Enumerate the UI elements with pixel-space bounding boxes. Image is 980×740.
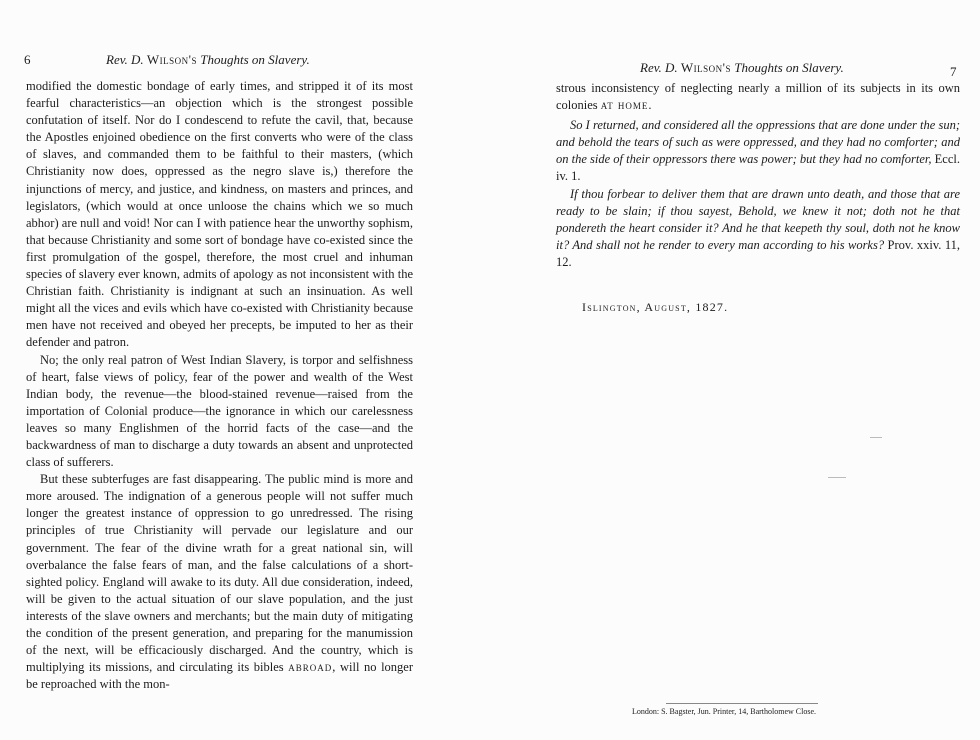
running-head-prefix: Rev. D. (106, 52, 144, 67)
text-run: . (648, 98, 652, 113)
running-head-name: Wilson's (680, 60, 732, 75)
imprint-rule (666, 703, 818, 704)
paragraph (556, 80, 960, 114)
running-head-title: Thoughts on Slavery. (200, 52, 310, 67)
page-number: 6 (24, 52, 31, 67)
quote-text: If thou forbear to deliver them that are drawn unto death, and those that are ready to be slain; if thou sayest, Behold, we knew it not; doth not he that pondereth the heart consider it? And he that keepeth thy soul, doth not he know it? And shall not he render to every man according to his works? (556, 186, 960, 252)
quote-reference: Prov. xxiv. 11, 12. (556, 237, 961, 269)
emphasis-at-home: at home (600, 98, 649, 113)
dateline: Islington, August, 1827. (582, 300, 729, 314)
scripture-quote (556, 186, 960, 271)
page-number: 7 (950, 64, 957, 79)
scan-mark (828, 477, 846, 478)
scripture-quote (556, 117, 960, 185)
running-head-prefix: Rev. D. (640, 60, 678, 75)
text-run: strous inconsistency of neglecting nearly a million of its subjects in its own colonies (556, 81, 960, 113)
paragraph: No; the only real patron of West Indian Slavery, is torpor and selfishness of heart, false views of policy, fear of the power and wealth of the West Indian body, the revenue—the blood-stained revenue—raised from the importation of Colonial produce—the ignorance in which our carelessness leaves so many Englishmen of the horrid facts of the case—and the backwardness of man to discharge a duty towards an absent and unprotected class of sufferers. (26, 352, 413, 470)
text-run: But these subterfuges are fast disappearing. The public mind is more and more aroused. The indignation of a generous people will not suffer much longer the greatest instance of oppression to go unredressed. The rising principles of true Christianity will pervade our legislature and our government. The fear of the divine wrath for a great national sin, will overbalance the false fears of man, and the false calculations of a short-sighted policy. England will awake to its duty. All due consideration, indeed, will be given to the actual situation of our slave population, and the just interests of the slave owners and merchants; but the main duty of mitigating the condition of the present generation, and preparing for the manumission of the next, will be efficaciously discharged. And the country, which is multiplying its missions, and circulating its bibles (26, 472, 413, 675)
paragraph: modified the domestic bondage of early times, and stripped it of its most fearful characteristics—an objection which is the strongest possible confutation of itself. Nor do I condescend to refute the cavil, that, because the Apostles enjoined obedience on the first converts who were of the class of slaves, and commanded them to be faithful to their masters, (which Christianity now does, oppressed as the negro slave is,) therefore the injunctions of mercy, and justice, and kindness, on masters and princes, and legislators, (which would at once unloose the chains which we so much abhor) are null and void! Nor can I with patience hear the unworthy sophism, that because Christianity and some sort of bondage have co-existed since the first promulgation of the gospel, therefore, the most cruel and inhuman species of slavery ever known, admits of apology as not inconsistent with the Christian faith. Christianity is indignant at such an insinuation. As well might all the vices and evils which have co-existed with Christianity because men have not received and obeyed her precepts, be imputed to her as their defender and patron. (26, 79, 413, 350)
right-body (556, 80, 960, 271)
running-head (640, 60, 844, 76)
scan-mark (870, 437, 882, 438)
printer-imprint: London: S. Bagster, Jun. Printer, 14, Bartholomew Close. (632, 707, 817, 716)
quote-reference: Eccl. iv. 1. (556, 152, 961, 184)
left-page (0, 0, 470, 740)
quote-text: So I returned, and considered all the oppressions that are done under the sun; and behold the tears of such as were oppressed, and they had no comforter; and on the side of their oppressors there was power; but they had no comforter, (556, 118, 960, 167)
running-head-title: Thoughts on Slavery. (734, 60, 844, 75)
emphasis-abroad: abroad (288, 660, 333, 675)
text-run: , will no longer be reproached with the mon- (26, 660, 413, 692)
running-head (106, 52, 310, 68)
left-body (26, 78, 413, 693)
paragraph (26, 471, 413, 693)
right-page (490, 0, 980, 740)
running-head-name: Wilson's (146, 52, 198, 67)
